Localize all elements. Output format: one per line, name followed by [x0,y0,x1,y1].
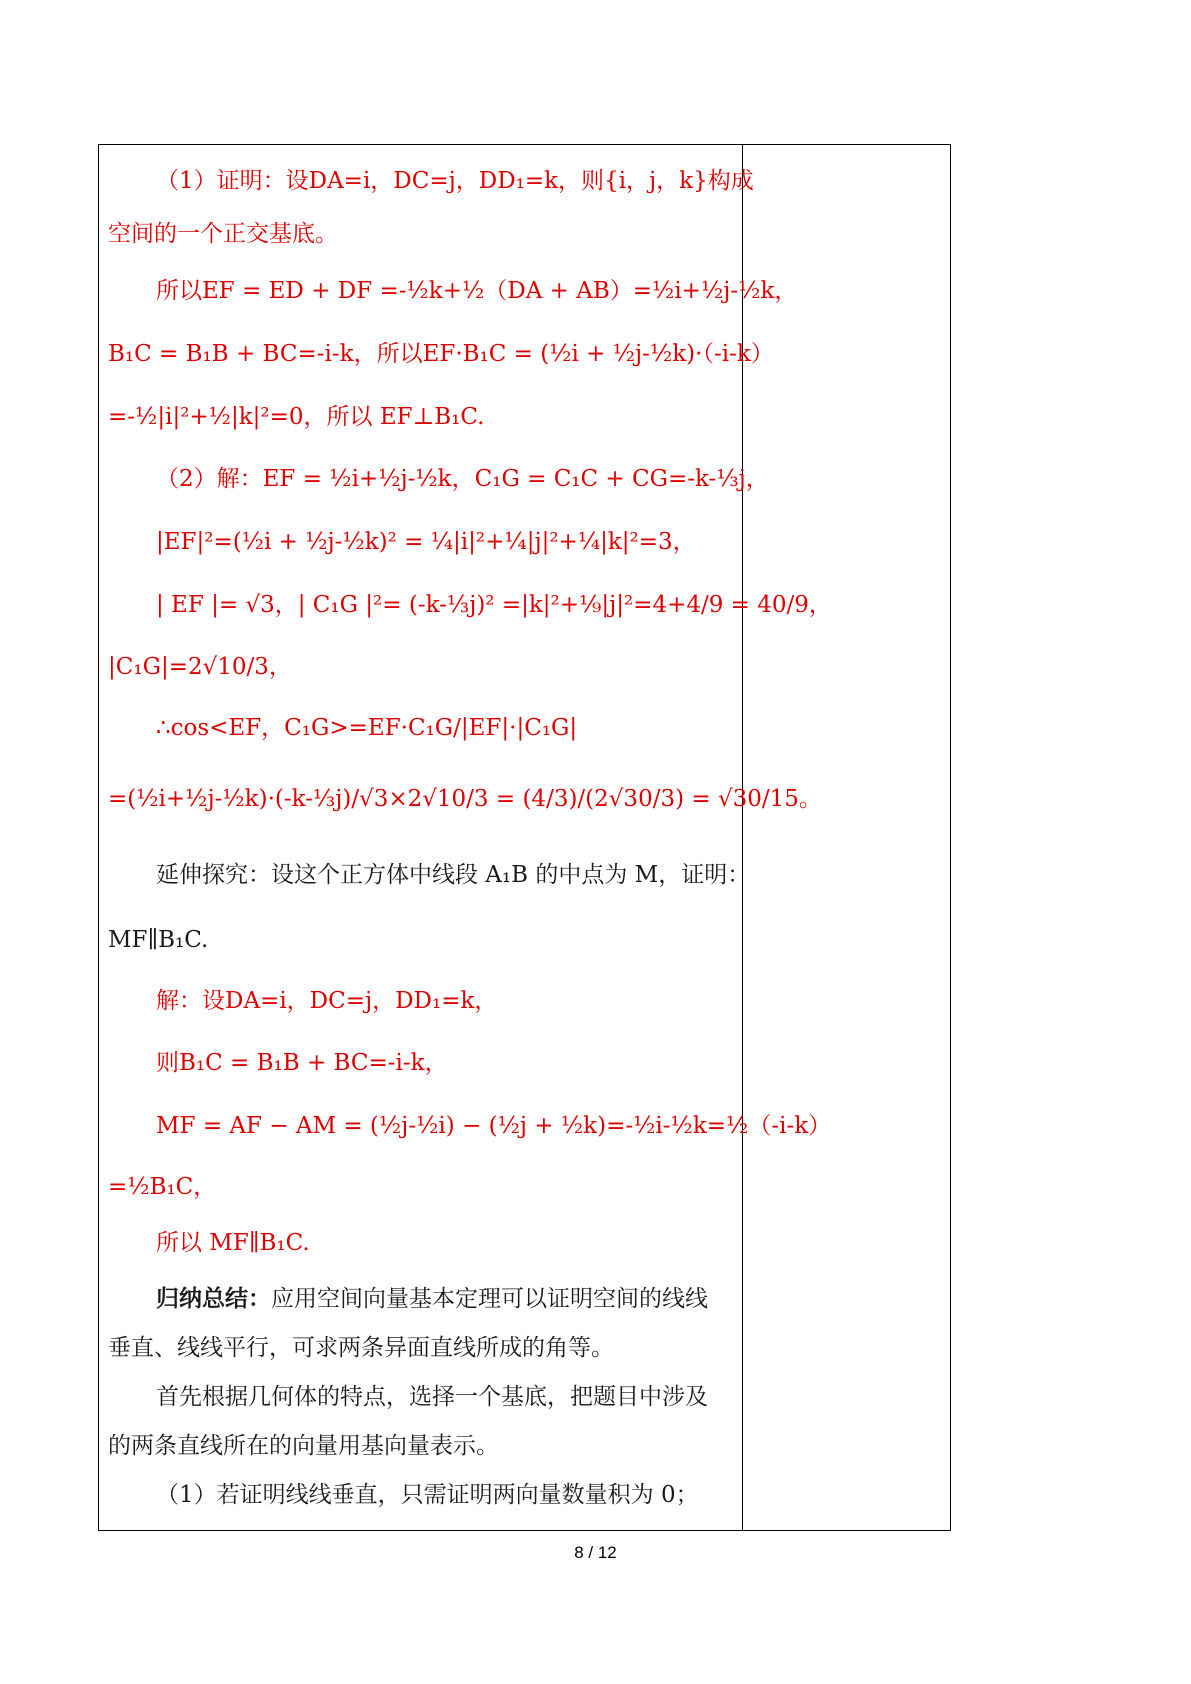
summary-line-4: 的两条直线所在的向量用基向量表示。 [108,1433,499,1459]
solution-line-3: | EF |= √3，| C₁G |²= (-k-⅓j)² =|k|²+⅑|j|²=4+4/9 = 40/9， [156,592,832,618]
proof-line-1: （1）证明：设DA=i，DC=j，DD₁=k，则{i，j，k}构成 [156,168,754,194]
extension-line-1: 延伸探究：设这个正方体中线段 A₁B 的中点为 M，证明： [156,862,751,888]
extension-line-2: MF∥B₁C. [108,927,209,953]
solution-line-2: |EF|²=(½i + ½j-½k)² = ¼|i|²+¼|j|²+¼|k|²=3， [156,529,696,555]
proof-line-5: =-½|i|²+½|k|²=0，所以 EF⊥B₁C. [108,404,485,430]
summary-text-1: 应用空间向量基本定理可以证明空间的线线 [271,1286,708,1312]
solution-line-1: （2）解：EF = ½i+½j-½k，C₁G = C₁C + CG=-k-⅓j， [156,466,769,492]
solution-line-6: =(½i+½j-½k)·(-k-⅓j)/√3×2√10/3 = (4/3)/(2√30/3) = √30/15。 [108,786,822,812]
proof-line-4: B₁C = B₁B + BC=-i-k，所以EF·B₁C = (½i + ½j-½k)·（-i-k） [108,341,774,367]
summary-label: 归纳总结： [156,1285,271,1312]
extension-solution-line-4: =½B₁C， [108,1174,217,1200]
summary-line-2: 垂直、线线平行，可求两条异面直线所成的角等。 [108,1335,614,1361]
extension-solution-line-5: 所以 MF∥B₁C. [156,1230,310,1256]
page-number: 8 / 12 [574,1543,617,1562]
extension-solution-line-1: 解：设DA=i，DC=j，DD₁=k， [156,988,498,1014]
summary-line-5: （1）若证明线线垂直，只需证明两向量数量积为 0； [156,1482,699,1508]
proof-line-3: 所以EF = ED + DF =-½k+½（DA + AB）=½i+½j-½k， [156,278,798,304]
summary-line-3: 首先根据几何体的特点，选择一个基底，把题目中涉及 [156,1384,708,1410]
summary-line-1 [156,1284,708,1314]
extension-solution-line-3: MF = AF − AM = (½j-½i) − (½j + ½k)=-½i-½k=½（-i-k） [156,1113,832,1139]
solution-line-5: ∴cos<EF，C₁G>=EF·C₁G/|EF|·|C₁G| [156,715,578,741]
extension-solution-line-2: 则B₁C = B₁B + BC=-i-k， [156,1050,448,1076]
solution-line-4: |C₁G|=2√10/3， [108,654,292,680]
proof-line-2: 空间的一个正交基底。 [108,221,338,247]
